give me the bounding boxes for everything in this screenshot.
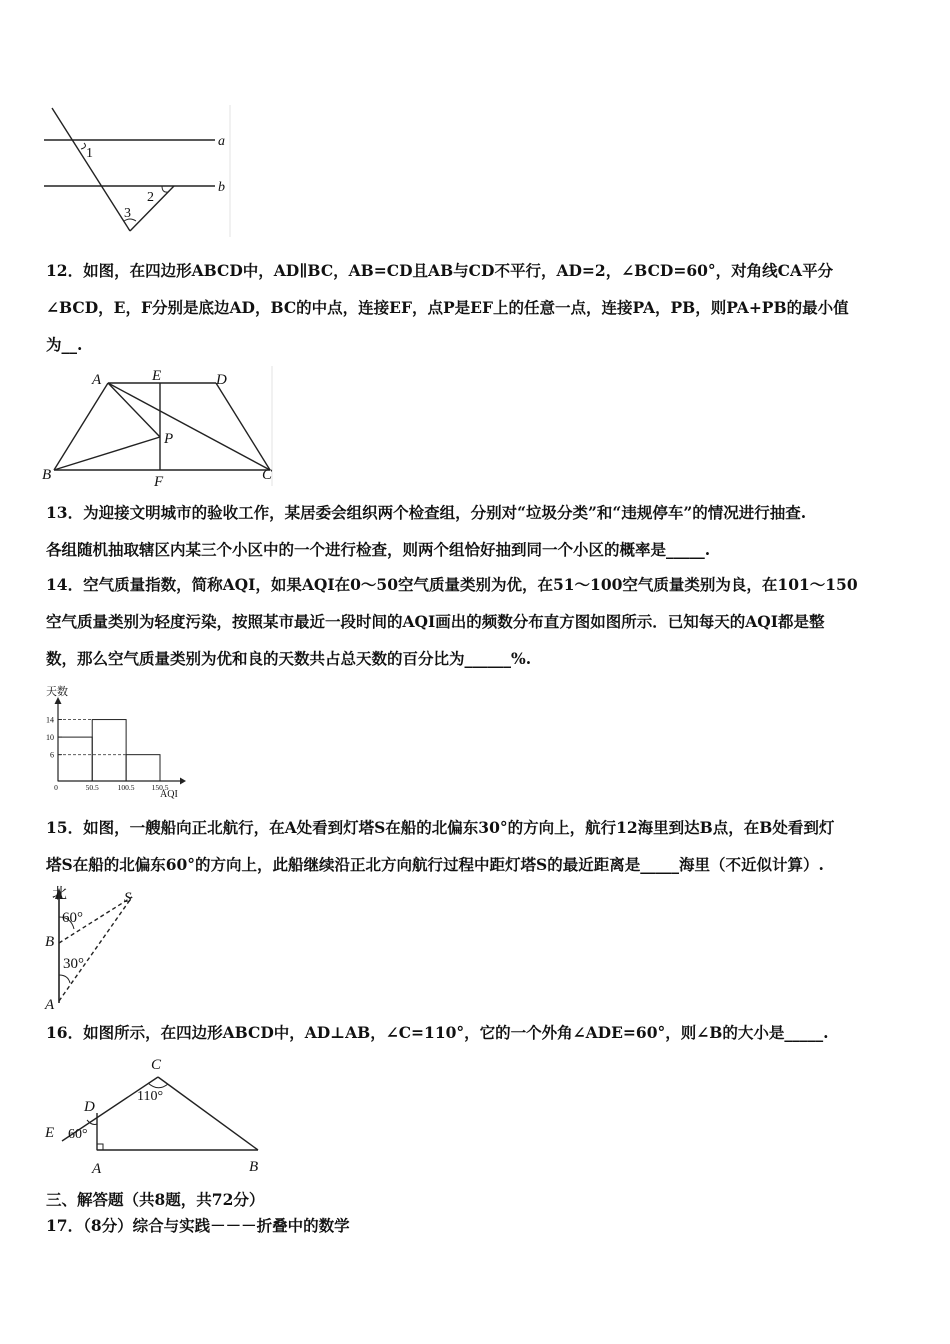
north-label: 北 <box>52 884 68 902</box>
label-C: C <box>151 1057 162 1073</box>
q14-line-2: 空气质量类别为轻度污染，按照某市最近一段时间的AQI画出的频数分布直方图如图所示．已知每天的AQI都是整 <box>46 612 825 631</box>
transversal-1 <box>52 108 130 231</box>
question-15 <box>46 809 912 883</box>
figure-trapezoid-abcd <box>40 366 280 488</box>
y-axis-label: 天数 <box>46 685 68 698</box>
x-tick-label-4: 150.5 <box>151 783 169 792</box>
q16-line: 16．如图所示，在四边形ABCD中，AD⊥AB，∠C=110°，它的一个外角∠ADE=60°，则∠B的大小是_____. <box>46 1023 829 1042</box>
q15-line-2: 塔S在船的北偏东60°的方向上，此船继续沿正北方向航行过程中距灯塔S的最近距离是_____海里（不近似计算）. <box>46 855 824 874</box>
x-tick-label-1: 0 <box>54 783 58 792</box>
label-E: E <box>45 1125 55 1141</box>
q12-line-1: 12．如图，在四边形ABCD中，AD∥BC，AB=CD且AB与CD不平行，AD=2，∠BCD=60°，对角线CA平分 <box>46 261 834 280</box>
angle-60-label: 60° <box>62 910 83 926</box>
label-A: A <box>92 1161 102 1177</box>
section-3-heading: 三、解答题（共8题，共72分） <box>46 1190 265 1209</box>
angle-30-label: 30° <box>63 956 84 972</box>
angle-60-label: 60° <box>68 1127 88 1142</box>
figure-lighthouse <box>40 884 150 1013</box>
label-P: P <box>164 431 174 447</box>
label-C: C <box>262 467 273 483</box>
label-S: S <box>124 890 132 906</box>
y-tick-label-2: 10 <box>46 733 54 743</box>
q15-line-1: 15．如图，一艘船向正北航行，在A处看到灯塔S在船的北偏东30°的方向上，航行12海里到达B点，在B处看到灯 <box>46 818 835 837</box>
label-B: B <box>45 934 55 950</box>
label-A: A <box>92 372 102 388</box>
q13-line-2: 各组随机抽取辖区内某三个小区中的一个进行检查，则两个组恰好抽到同一个小区的概率是_____. <box>46 540 711 559</box>
q14-line-1: 14．空气质量指数，简称AQI，如果AQI在0～50空气质量类别为优，在51～100空气质量类别为良，在101～150 <box>46 575 858 594</box>
figure-parallel-lines <box>40 105 240 240</box>
label-B: B <box>42 467 52 483</box>
figure-quadrilateral <box>40 1052 280 1177</box>
label-a: a <box>218 134 225 149</box>
x-axis-label: AQI <box>160 789 178 800</box>
label-b: b <box>218 180 225 195</box>
x-tick-label-3: 100.5 <box>117 783 135 792</box>
angle-1-label: 1 <box>86 146 93 161</box>
label-B: B <box>249 1159 259 1175</box>
label-D: D <box>84 1099 95 1115</box>
histogram-bar-1 <box>58 737 92 781</box>
label-D: D <box>216 372 227 388</box>
histogram-bar-3 <box>126 755 160 781</box>
question-14 <box>46 566 912 677</box>
question-16 <box>46 1014 912 1051</box>
line-CB <box>158 1077 258 1150</box>
q12-line-2: ∠BCD，E，F分别是底边AD，BC的中点，连接EF，点P是EF上的任意一点，连接PA，PB，则PA+PB的最小值 <box>46 298 849 317</box>
question-13 <box>46 494 912 568</box>
q12-line-3: 为__. <box>46 335 83 354</box>
angle-2-label: 2 <box>147 190 154 205</box>
question-12 <box>46 252 912 363</box>
q14-line-3: 数，那么空气质量类别为优和良的天数共占总天数的百分比为______%. <box>46 649 532 668</box>
angle-110-label: 110° <box>137 1089 164 1104</box>
label-A: A <box>45 997 55 1013</box>
aqi-histogram <box>40 680 200 802</box>
angle-3-label: 3 <box>124 206 131 221</box>
y-tick-label-1: 14 <box>46 715 54 725</box>
q13-line-1: 13．为迎接文明城市的验收工作，某居委会组织两个检查组，分别对“垃圾分类”和“违规停车”的情况进行抽查. <box>46 503 807 522</box>
label-F: F <box>154 474 164 490</box>
label-E: E <box>152 368 162 384</box>
question-17: 17．（8分）综合与实践－－－折叠中的数学 <box>46 1216 350 1235</box>
histogram-bar-2 <box>92 720 126 781</box>
x-tick-label-2: 50.5 <box>85 783 99 792</box>
y-tick-label-3: 6 <box>50 750 54 760</box>
